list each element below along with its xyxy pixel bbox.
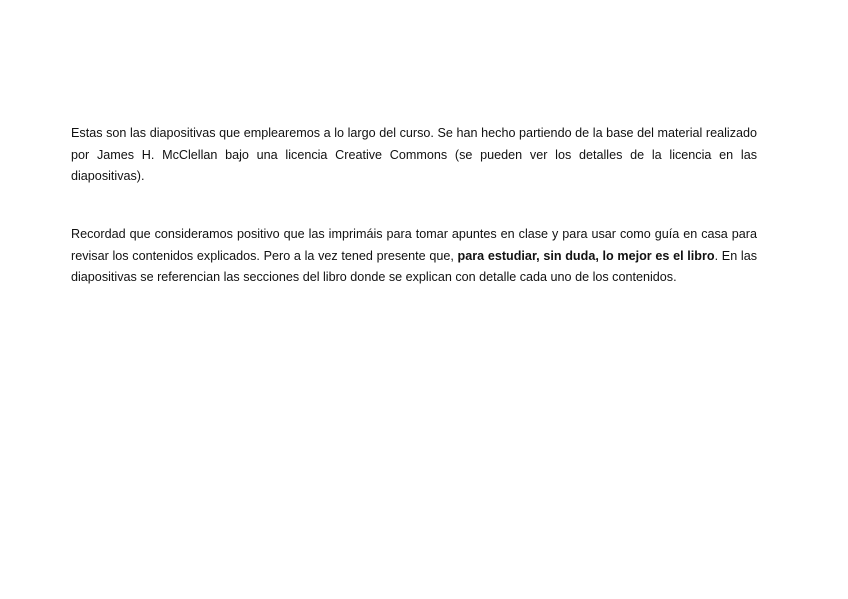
study-advice-text-end: . En las diapositivas se referencian las secciones del libro donde se explican con detalle cada uno de los contenidos. <box>71 248 758 285</box>
intro-text: Estas son las diapositivas que emplearemos a lo largo del curso. Se han hecho partiendo de la base del material realizado por James H. McClellan bajo una licencia Creative Commons (se pueden ver los detalles de la licencia en las diapositivas). <box>71 126 757 184</box>
study-advice-emphasis: para estudiar, sin duda, lo mejor es el libro <box>457 248 715 263</box>
study-advice-text-start: Recordad que consideramos positivo que las imprimáis para tomar apuntes en clase y para usar como guía en casa para revisar los contenidos explicados. Pero a la vez tened presente que, <box>71 227 757 263</box>
study-advice-paragraph <box>71 224 757 289</box>
intro-paragraph <box>71 123 757 188</box>
